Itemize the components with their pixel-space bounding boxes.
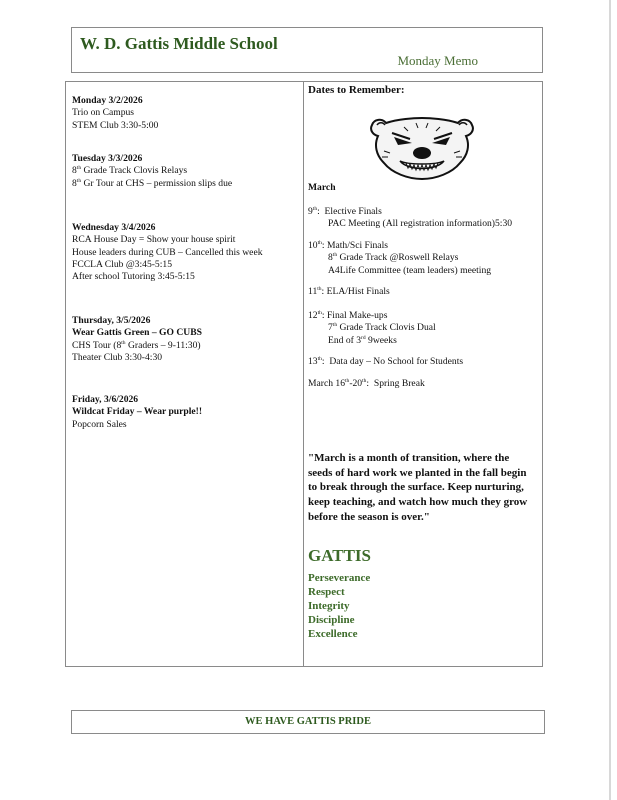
memo-title: Monday Memo [397, 53, 478, 68]
day-line: 8th Grade Track Clovis Relays [72, 165, 188, 177]
event-line: 9th: Elective Finals [308, 205, 382, 217]
day-line: STEM Club 3:30-5:00 [72, 119, 159, 131]
day-heading: Friday, 3/6/2026 [72, 394, 139, 405]
value-item: Discipline [308, 614, 355, 626]
inspirational-quote: "March is a month of transition, where the seeds of hard work we planted in the fall begin to break through the surface. Keep nurturing, keep teaching, and watch how much they grow before the season is over." [308, 452, 528, 523]
day-line: House leaders during CUB – Cancelled this week [72, 246, 263, 258]
value-item: Integrity [308, 600, 350, 612]
day-line: Popcorn Sales [72, 418, 127, 430]
event-item [308, 206, 540, 231]
day-line: After school Tutoring 3:45-5:15 [72, 271, 195, 283]
event-line: 10th: Math/Sci Finals [308, 239, 388, 251]
event-line: 12th: Final Make-ups [308, 309, 388, 321]
header-box [71, 27, 543, 73]
month-label: March [308, 182, 336, 193]
day-friday [72, 394, 298, 431]
column-divider [303, 82, 304, 666]
event-item [308, 240, 540, 277]
event-item [308, 378, 540, 390]
day-thursday [72, 315, 298, 364]
day-line: Theater Club 3:30-4:30 [72, 351, 163, 363]
day-heading: Tuesday 3/3/2026 [72, 153, 143, 164]
event-line: A4Life Committee (team leaders) meeting [328, 264, 492, 276]
day-line: CHS Tour (8th Graders – 9-11:30) [72, 339, 201, 351]
bear-cub-icon [364, 115, 480, 183]
event-line: PAC Meeting (All registration information)5:30 [328, 218, 513, 230]
school-name: W. D. Gattis Middle School [80, 34, 278, 53]
event-item [308, 286, 540, 298]
day-tuesday [72, 153, 298, 190]
footer-box [71, 710, 545, 734]
page-edge [609, 0, 611, 800]
main-box [65, 81, 543, 667]
event-line: 8th Grade Track @Roswell Relays [328, 252, 459, 264]
day-line: Trio on Campus [72, 107, 135, 119]
motto-title: GATTIS [308, 546, 371, 565]
day-heading: Monday 3/2/2026 [72, 95, 143, 106]
event-line: End of 3rd 9weeks [328, 334, 397, 346]
day-wednesday [72, 222, 298, 283]
footer-text: WE HAVE GATTIS PRIDE [245, 716, 371, 727]
value-item: Excellence [308, 628, 358, 640]
value-item: Perseverance [308, 572, 371, 584]
day-line: 8th Gr Tour at CHS – permission slips due [72, 177, 233, 189]
event-line: 11th: ELA/Hist Finals [308, 285, 390, 297]
motto-values [308, 571, 370, 641]
day-heading: Wednesday 3/4/2026 [72, 222, 156, 233]
day-subheading: Wildcat Friday – Wear purple!! [72, 406, 203, 418]
day-subheading: Wear Gattis Green – GO CUBS [72, 327, 202, 339]
day-monday [72, 95, 298, 132]
event-line: 7th Grade Track Clovis Dual [328, 322, 436, 334]
day-line: FCCLA Club @3:45-5:15 [72, 258, 172, 270]
value-item: Respect [308, 586, 345, 598]
day-line: RCA House Day = Show your house spirit [72, 234, 236, 246]
event-line: 13th: Data day – No School for Students [308, 355, 464, 367]
event-item [308, 310, 540, 347]
event-item [308, 356, 540, 368]
event-line: March 16th-20th: Spring Break [308, 377, 425, 389]
dates-title: Dates to Remember: [308, 84, 405, 96]
day-heading: Thursday, 3/5/2026 [72, 315, 151, 326]
